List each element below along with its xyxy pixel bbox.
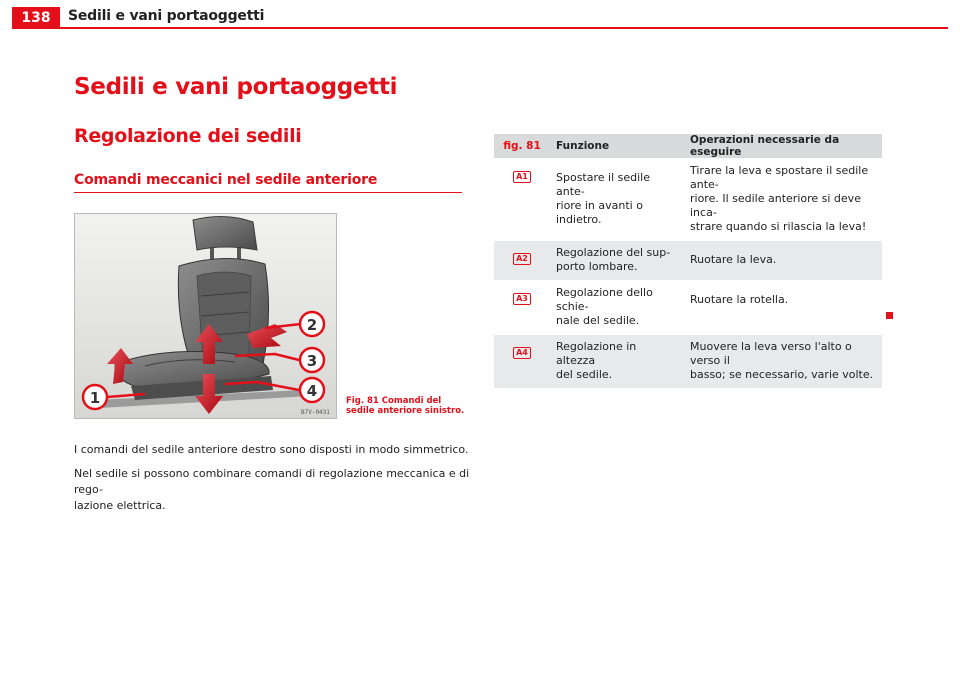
- seat-illustration: [75, 214, 336, 418]
- operation-line: basso; se necessario, varie volte.: [690, 368, 874, 381]
- callout-4-label: 4: [306, 382, 318, 400]
- header-fig: fig. 81: [494, 134, 550, 159]
- row-badge-cell: [494, 241, 550, 281]
- operation-cell: [684, 159, 882, 241]
- seat-figure: [74, 213, 337, 419]
- figure-caption: [346, 396, 466, 416]
- section-title: Regolazione dei sedili: [74, 125, 302, 147]
- function-cell: [550, 241, 684, 281]
- operation-cell: [684, 335, 882, 389]
- figure-code: B7V-0431: [301, 409, 330, 416]
- row-badge-cell: [494, 159, 550, 241]
- function-cell: [550, 335, 684, 389]
- function-cell: [550, 159, 684, 241]
- function-line: porto lombare.: [556, 260, 638, 273]
- subsection-title: Comandi meccanici nel sedile anteriore: [74, 172, 378, 188]
- callout-2: [300, 312, 324, 336]
- operation-line: Muovere la leva verso l'alto o verso il: [690, 340, 852, 367]
- function-line: Regolazione del sup-: [556, 246, 671, 259]
- callout-badge: A2: [513, 253, 531, 265]
- running-header-title: Sedili e vani portaoggetti: [68, 8, 265, 24]
- function-line: riore in avanti o indietro.: [556, 199, 643, 226]
- callout-1-label: 1: [89, 389, 101, 407]
- body-paragraph-2-line2: lazione elettrica.: [74, 499, 166, 512]
- callout-badge: A3: [513, 293, 531, 305]
- function-line: Spostare il sedile ante-: [556, 171, 650, 198]
- operation-line: strare quando si rilascia la leva!: [690, 220, 867, 233]
- operation-line: Ruotare la rotella.: [690, 293, 789, 306]
- callout-3-label: 3: [306, 352, 318, 370]
- operation-line: riore. Il sedile anteriore si deve inca-: [690, 192, 861, 219]
- figure-caption-line2: sedile anteriore sinistro.: [346, 406, 465, 416]
- chapter-title: Sedili e vani portaoggetti: [74, 74, 398, 100]
- function-line: Regolazione dello schie-: [556, 286, 653, 313]
- callout-1: [83, 385, 107, 409]
- table-row: [494, 281, 882, 335]
- function-cell: [550, 281, 684, 335]
- function-line: Regolazione in altezza: [556, 340, 637, 367]
- callout-badge: A1: [513, 171, 531, 183]
- function-line: del sedile.: [556, 368, 613, 381]
- table-row: [494, 159, 882, 241]
- function-line: nale del sedile.: [556, 314, 640, 327]
- figure-caption-line1: Fig. 81 Comandi del: [346, 396, 442, 406]
- callout-2-label: 2: [306, 316, 318, 334]
- row-badge-cell: [494, 335, 550, 389]
- section-end-marker: [886, 312, 893, 319]
- body-paragraph-2-line1: Nel sedile si possono combinare comandi di regolazione meccanica e di rego-: [74, 467, 470, 496]
- header-rule: [12, 27, 948, 29]
- table-header-row: [494, 134, 882, 159]
- operation-line: Tirare la leva e spostare il sedile ante-: [690, 164, 869, 191]
- subsection-rule: [74, 192, 462, 193]
- header-function: Funzione: [550, 134, 684, 159]
- callout-4: [300, 378, 324, 402]
- row-badge-cell: [494, 281, 550, 335]
- page-number: 138: [12, 7, 60, 29]
- callout-3: [300, 348, 324, 372]
- controls-table: [494, 134, 882, 388]
- operation-cell: [684, 241, 882, 281]
- callout-badge: A4: [513, 347, 531, 359]
- table-row: [494, 241, 882, 281]
- body-paragraph-2: [74, 466, 474, 514]
- body-paragraph-1: I comandi del sedile anteriore destro sono disposti in modo simmetrico.: [74, 443, 469, 456]
- table-row: [494, 335, 882, 389]
- operation-cell: [684, 281, 882, 335]
- header-operations: Operazioni necessarie da eseguire: [684, 134, 882, 159]
- operation-line: Ruotare la leva.: [690, 253, 777, 266]
